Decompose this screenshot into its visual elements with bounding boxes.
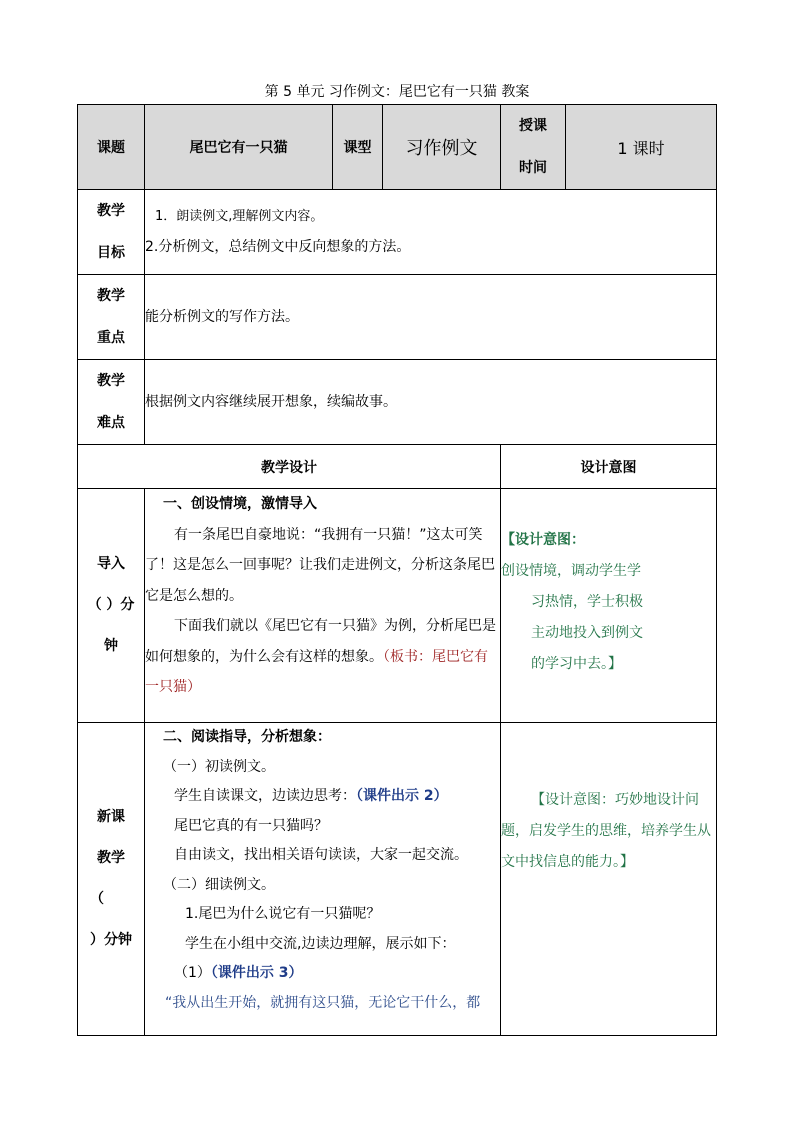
- goal-item-2: 2.分析例文，总结例文中反向想象的方法。: [145, 239, 411, 255]
- newlesson-label-line-1: 新课: [97, 809, 125, 825]
- keypoint-label-line-1: 教学: [97, 288, 125, 304]
- topic-label: 课题: [78, 105, 145, 190]
- time-value: 1 课时: [566, 105, 717, 190]
- newlesson-line-2: 尾巴它真的有一只猫吗？: [174, 817, 328, 834]
- topic-value: 尾巴它有一只猫: [145, 105, 333, 190]
- lesson-plan-table: [77, 104, 717, 1036]
- difficulty-label-line-2: 难点: [97, 415, 125, 431]
- intro-label-line-1: 导入: [97, 556, 125, 572]
- newlesson-line-1-text: 学生自读课文，边读边思考：: [174, 788, 356, 804]
- intro-label-line-2: （ ）分: [87, 597, 135, 613]
- design-header-right: 设计意图: [501, 445, 717, 489]
- difficulty-row: [78, 360, 717, 445]
- difficulty-content: 根据例文内容继续展开想象，续编故事。: [145, 360, 717, 445]
- intro-label-line-3: 钟: [104, 638, 118, 654]
- goals-content: [145, 190, 717, 275]
- newlesson-intent: 【设计意图：巧妙地设计问题，启发学生的思维，培养学生从文中找信息的能力。】: [501, 723, 717, 1036]
- newlesson-line-4: 学生在小组中交流,边读边理解，展示如下：: [185, 935, 456, 952]
- difficulty-label: [78, 360, 145, 445]
- intro-intent-line-1: 创设情境，调动学生学: [501, 563, 641, 579]
- newlesson-heading: 二、阅读指导，分析想象：: [163, 729, 331, 745]
- goals-row: [78, 190, 717, 275]
- goals-label-line-1: 教学: [97, 203, 125, 219]
- document-title: 第 5 单元 习作例文：尾巴它有一只猫 教案: [264, 84, 530, 100]
- goals-label: [78, 190, 145, 275]
- intro-label: [78, 489, 145, 723]
- intro-intent-title: 【设计意图：: [501, 532, 585, 548]
- newlesson-line-3: 自由读文，找出相关语句读读，大家一起交流。: [174, 847, 468, 863]
- newlesson-row: [78, 723, 717, 1036]
- design-header-left: 教学设计: [78, 445, 501, 489]
- intro-intent-line-4: 的学习中去。】: [531, 656, 622, 672]
- newlesson-item-1-num: （1）: [174, 965, 211, 981]
- time-label-line-2: 时间: [519, 160, 547, 176]
- newlesson-sub-2: （二）细读例文。: [163, 876, 275, 893]
- type-label: 课型: [333, 105, 383, 190]
- newlesson-label-line-2: 教学: [97, 850, 125, 866]
- difficulty-label-line-1: 教学: [97, 373, 125, 389]
- courseware-ref-3: （课件出示 3）: [210, 965, 303, 981]
- keypoint-row: [78, 275, 717, 360]
- newlesson-line-1: [145, 782, 500, 812]
- newlesson-label: [78, 723, 145, 1036]
- keypoint-content: 能分析例文的写作方法。: [145, 275, 717, 360]
- keypoint-label-line-2: 重点: [97, 330, 125, 346]
- goals-label-line-2: 目标: [97, 245, 125, 261]
- intro-paragraph-2-text: 下面我们就以《尾巴它有一只猫》为例，分析尾巴是如何想象的，为什么会有这样的想象。: [145, 618, 496, 665]
- newlesson-item-1: [145, 959, 500, 989]
- newlesson-question-1: 1.尾巴为什么说它有一只猫呢？: [185, 906, 381, 922]
- type-value: 习作例文: [383, 105, 501, 190]
- blackboard-note: （板书：尾巴它有一只猫）: [145, 648, 488, 695]
- design-header-row: [78, 445, 717, 489]
- intro-intent-line-2: 习热情，学士积极: [531, 594, 643, 610]
- intro-row: [78, 489, 717, 723]
- intro-heading: 一、创设情境，激情导入: [163, 496, 317, 512]
- time-label: [501, 105, 566, 190]
- time-label-line-1: 授课: [519, 118, 547, 134]
- intro-content: [145, 489, 501, 723]
- intro-intent: [501, 489, 717, 723]
- keypoint-label: [78, 275, 145, 360]
- goal-item-1: 1．朗读例文,理解例文内容。: [155, 209, 324, 224]
- newlesson-label-line-3: （: [90, 891, 104, 907]
- newlesson-sub-1: （一）初读例文。: [163, 758, 275, 775]
- intro-paragraph-2: [145, 611, 500, 703]
- newlesson-quote: “我从出生开始，就拥有这只猫，无论它干什么，都: [165, 994, 481, 1011]
- newlesson-content: [145, 723, 501, 1036]
- courseware-ref-2: （课件出示 2）: [356, 788, 448, 804]
- intro-intent-line-3: 主动地投入到例文: [531, 625, 643, 641]
- newlesson-label-line-4: ）分钟: [90, 932, 132, 948]
- intro-paragraph-1: 有一条尾巴自豪地说：“我拥有一只猫！”这太可笑了！这是怎么一回事呢？让我们走进例文，分析这条尾巴它是怎么想的。: [145, 526, 495, 604]
- header-row: [78, 105, 717, 190]
